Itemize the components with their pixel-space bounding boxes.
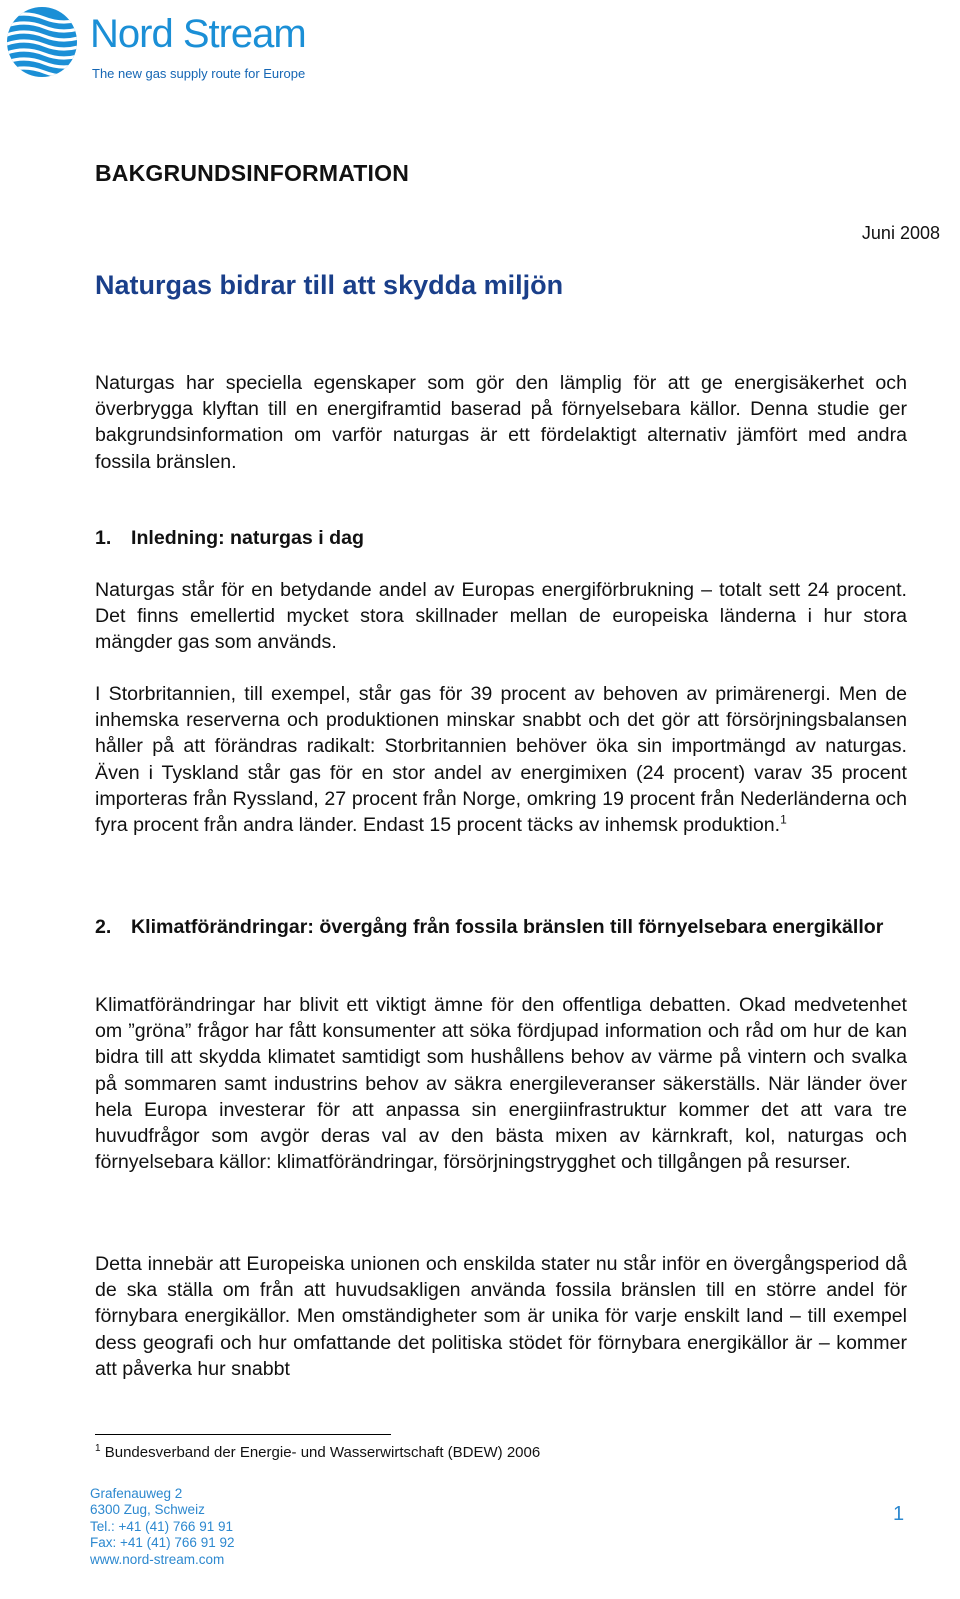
document-date: Juni 2008	[861, 223, 940, 243]
footnote-text: Bundesverband der Energie- und Wasserwirtschaft (BDEW) 2006	[104, 1444, 541, 1461]
footnote-number: 1	[95, 1443, 101, 1454]
section-2-paragraph: Klimatförändringar har blivit ett viktigt ämne för den offentliga debatten. Okad medvetenhet om ”gröna” frågor har fått konsumenter att söka fördjupad information och råd om hur de kan bidra till att skydda klimatet samtidigt som hushållens behov av värme på vintern och svalka på sommaren samt industrins behov av säkra energileveranser säkerställs. När länder över hela Europa investerar för att anpassa sin energiinfrastruktur kommer det att vara tre huvudfrågor som avgör deras val av den bästa mixen av kärnkraft, kol, naturgas och förnyelsebara källor: klimatförändringar, försörjningstrygghet och tillgången på resurser.	[95, 994, 907, 1174]
section-1-paragraph: Naturgas står för en betydande andel av Europas energiförbrukning – totalt sett 24 procent. Det finns emellertid mycket stora skillnader mellan de europeiska länderna i hur stora mängder gas som används.	[95, 579, 907, 654]
footnote	[95, 1444, 540, 1461]
footnote-divider	[95, 1434, 391, 1435]
phone: Tel.: +41 (41) 766 91 91	[90, 1518, 233, 1534]
footer-address	[90, 1486, 234, 1568]
section-1-heading	[95, 525, 907, 551]
section-heading-text: Inledning: naturgas i dag	[131, 527, 364, 549]
section-1-paragraph: I Storbritannien, till exempel, står gas för 39 procent av behoven av primärenergi. Men de inhemska reserverna och produktionen minskar snabbt och det gör att försörjningsbalansen håller på att förändras radikalt: Storbritannien behöver öka sin importmängd av naturgas. Även i Tyskland står gas för en stor andel av energimixen (24 procent) varav 35 procent importeras från Ryssland, 27 procent från Norge, omkring 19 procent från Nederländerna och fyra procent från andra länder. Endast 15 procent täcks av inhemsk produktion.$^1$	[95, 683, 907, 837]
intro-paragraph: Naturgas har speciella egenskaper som gör den lämplig för att ge energisäkerhet och överbrygga klyftan till en energiframtid baserad på förnyelsebara källor. Denna studie ger bakgrundsinformation om varför naturgas är ett fördelaktigt alternativ jämfört med andra fossila bränslen.	[95, 372, 907, 473]
document-kicker: BAKGRUNDSINFORMATION	[95, 160, 410, 186]
address-line: Grafenauweg 2	[90, 1486, 183, 1501]
section-2-paragraph: Detta innebär att Europeiska unionen och enskilda stater nu står inför en övergångsperiod då de ska ställa om från att huvudsakligen använda fossila bränslen till en större andel för förnybara energikällor. Men omständigheter som är unika för varje enskilt land – till exempel dess geografi och hur omfattande det politiska stödet för förnybara energikällor är – kommer att påverka hur snabbt	[95, 1253, 907, 1380]
section-2-heading	[95, 914, 907, 940]
fax: Fax: +41 (41) 766 91 92	[90, 1535, 235, 1551]
brand-tagline: The new gas supply route for Europe	[92, 66, 306, 81]
footnote-ref: 1	[780, 812, 787, 827]
page-title: Naturgas bidrar till att skydda miljön	[95, 270, 564, 300]
section-number: 2.	[95, 916, 112, 938]
address-line: 6300 Zug, Schweiz	[90, 1502, 205, 1518]
section-number: 1.	[95, 527, 112, 549]
brand-logo	[4, 4, 344, 84]
page-number: 1	[893, 1503, 905, 1525]
website-link[interactable]: www.nord-stream.com	[90, 1551, 225, 1567]
section-heading-text: Klimatförändringar: övergång från fossila bränslen till förnyelsebara energikällor	[131, 916, 884, 938]
brand-name: Nord Stream	[90, 12, 306, 56]
globe-waves-icon	[4, 4, 80, 80]
